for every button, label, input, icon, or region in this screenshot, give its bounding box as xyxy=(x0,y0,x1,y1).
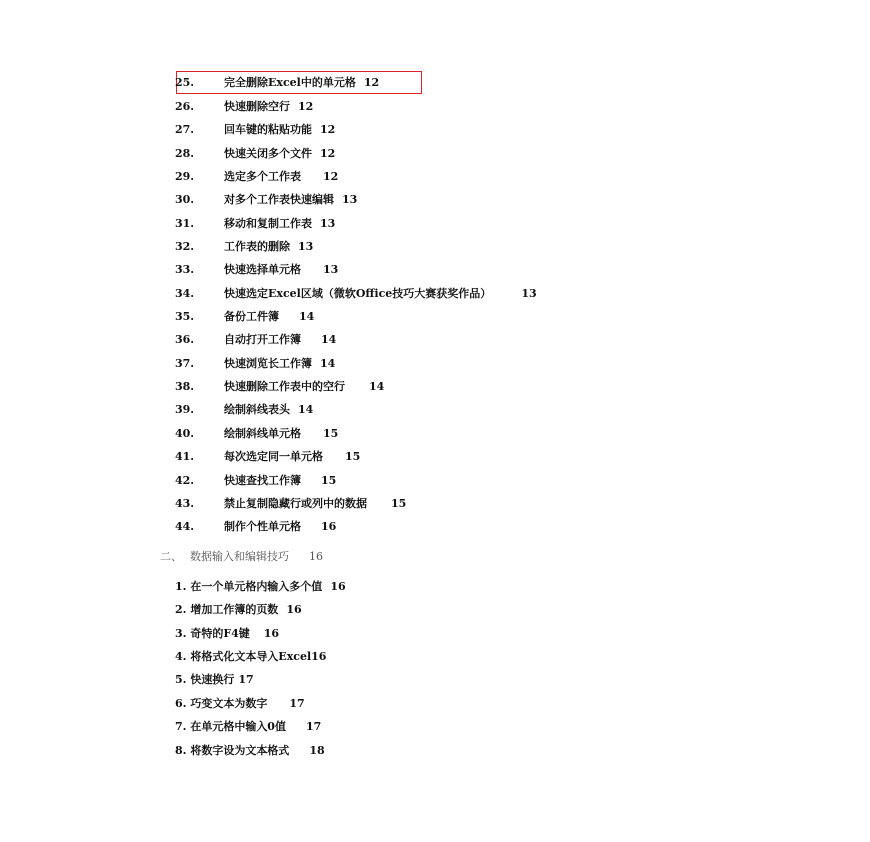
section-heading xyxy=(160,547,323,567)
toc-entry-number: 38. xyxy=(175,380,195,393)
sub-entry-6 xyxy=(175,694,305,714)
toc-entry-number: 44. xyxy=(175,520,195,533)
sub-entry-page: 18 xyxy=(309,744,325,757)
sub-entry-text: 8. 将数字设为文本格式 xyxy=(175,744,290,757)
sub-entry-page: 16 xyxy=(286,603,302,616)
toc-entry-number: 35. xyxy=(175,310,195,323)
toc-entry-number: 26. xyxy=(175,100,195,113)
toc-entry-number: 28. xyxy=(175,147,195,160)
toc-entry-title: 完全删除Excel中的单元格 xyxy=(224,76,356,89)
toc-entry-title: 快速删除工作表中的空行 xyxy=(224,380,345,393)
sub-entry-page: 16 xyxy=(311,650,327,663)
sub-entry-text: 6. 巧变文本为数字 xyxy=(175,697,268,710)
toc-entry-number: 41. xyxy=(175,450,195,463)
toc-entry-35 xyxy=(175,307,314,327)
toc-entry-32 xyxy=(175,237,313,257)
toc-entry-page: 13 xyxy=(342,193,358,206)
toc-entry-number: 43. xyxy=(175,497,195,510)
toc-entry-40 xyxy=(175,424,338,444)
toc-entry-page: 13 xyxy=(521,287,537,300)
toc-entry-page: 14 xyxy=(298,403,314,416)
toc-entry-27 xyxy=(175,120,335,140)
toc-entry-number: 37. xyxy=(175,357,195,370)
sub-entry-page: 16 xyxy=(263,627,280,640)
toc-entry-title: 对多个工作表快速编辑 xyxy=(224,193,334,206)
toc-entry-number: 40. xyxy=(175,427,195,440)
toc-entry-page: 13 xyxy=(323,263,339,276)
sub-entry-5 xyxy=(175,670,254,690)
toc-entry-title: 移动和复制工作表 xyxy=(224,217,312,230)
sub-entry-text: 2. 增加工作簿的页数 xyxy=(175,603,279,616)
toc-entry-number: 36. xyxy=(175,333,195,346)
toc-entry-36 xyxy=(175,330,336,350)
sub-entry-1 xyxy=(175,577,346,597)
toc-entry-title: 选定多个工作表 xyxy=(224,170,301,183)
section-page: 16 xyxy=(309,550,323,563)
sub-entry-2 xyxy=(175,600,302,620)
toc-entry-44 xyxy=(175,517,336,537)
toc-entry-page: 12 xyxy=(320,147,336,160)
toc-entry-page: 14 xyxy=(320,357,336,370)
toc-entry-page: 12 xyxy=(323,170,339,183)
toc-entry-title: 回车键的粘贴功能 xyxy=(224,123,312,136)
sub-entry-page: 17 xyxy=(305,720,322,733)
toc-entry-page: 13 xyxy=(320,217,336,230)
toc-entry-41 xyxy=(175,447,360,467)
toc-entry-title: 每次选定同一单元格 xyxy=(224,450,323,463)
toc-entry-number: 34. xyxy=(175,287,195,300)
toc-entry-title: 快速查找工作簿 xyxy=(224,474,301,487)
toc-entry-39 xyxy=(175,400,313,420)
toc-entry-number: 31. xyxy=(175,217,195,230)
sub-entry-page: 17 xyxy=(289,697,305,710)
toc-entry-page: 12 xyxy=(320,123,336,136)
toc-entry-number: 25. xyxy=(175,76,195,89)
toc-entry-title: 绘制斜线表头 xyxy=(224,403,290,416)
toc-entry-number: 42. xyxy=(175,474,195,487)
toc-entry-title: 工作表的删除 xyxy=(224,240,290,253)
sub-entry-text: 1. 在一个单元格内输入多个值 xyxy=(175,580,323,593)
toc-entry-number: 39. xyxy=(175,403,195,416)
sub-entry-text: 3. 奇特的F4键 xyxy=(175,627,250,640)
toc-entry-page: 16 xyxy=(321,520,337,533)
toc-entry-page: 15 xyxy=(345,450,361,463)
toc-entry-title: 快速删除空行 xyxy=(224,100,290,113)
toc-entry-37 xyxy=(175,354,335,374)
toc-entry-number: 33. xyxy=(175,263,195,276)
sub-entry-page: 17 xyxy=(238,673,254,686)
toc-entry-page: 14 xyxy=(369,380,385,393)
toc-entry-page: 15 xyxy=(321,474,337,487)
toc-entry-number: 30. xyxy=(175,193,195,206)
toc-entry-title: 制作个性单元格 xyxy=(224,520,301,533)
toc-entry-number: 32. xyxy=(175,240,195,253)
toc-entry-30 xyxy=(175,190,357,210)
toc-entry-page: 12 xyxy=(363,76,380,89)
toc-entry-page: 15 xyxy=(323,427,339,440)
toc-entry-28 xyxy=(175,144,335,164)
toc-entry-33 xyxy=(175,260,338,280)
toc-entry-34 xyxy=(175,284,537,304)
sub-entry-text: 7. 在单元格中输入0值 xyxy=(175,720,286,733)
section-marker: 二、 xyxy=(160,550,182,563)
toc-entry-31 xyxy=(175,214,335,234)
toc-entry-number: 29. xyxy=(175,170,195,183)
sub-entry-text: 4. 将格式化文本导入Excel xyxy=(175,650,312,663)
toc-entry-title: 自动打开工作簿 xyxy=(224,333,301,346)
toc-entry-25 xyxy=(175,73,379,93)
sub-entry-text: 5. 快速换行 xyxy=(175,673,235,686)
toc-entry-title: 备份工件簿 xyxy=(224,310,279,323)
toc-entry-page: 15 xyxy=(391,497,407,510)
sub-entry-7 xyxy=(175,717,321,737)
toc-entry-page: 14 xyxy=(299,310,315,323)
toc-entry-42 xyxy=(175,471,336,491)
toc-entry-38 xyxy=(175,377,384,397)
sub-entry-page: 16 xyxy=(330,580,346,593)
toc-entry-number: 27. xyxy=(175,123,195,136)
toc-entry-title: 禁止复制隐藏行或列中的数据 xyxy=(224,497,367,510)
toc-entry-page: 13 xyxy=(298,240,314,253)
toc-entry-title: 快速浏览长工作簿 xyxy=(224,357,312,370)
sub-entry-3 xyxy=(175,624,279,644)
sub-entry-8 xyxy=(175,741,325,761)
toc-entry-page: 14 xyxy=(321,333,337,346)
toc-entry-page: 12 xyxy=(298,100,314,113)
toc-entry-title: 快速选择单元格 xyxy=(224,263,301,276)
toc-entry-title: 绘制斜线单元格 xyxy=(224,427,301,440)
toc-entry-43 xyxy=(175,494,406,514)
toc-entry-title: 快速关闭多个文件 xyxy=(224,147,312,160)
sub-entry-4 xyxy=(175,647,326,667)
toc-entry-title: 快速选定Excel区域（微软Office技巧大赛获奖作品） xyxy=(224,287,492,300)
section-title: 数据输入和编辑技巧 xyxy=(190,550,289,563)
toc-entry-26 xyxy=(175,97,313,117)
toc-entry-29 xyxy=(175,167,338,187)
